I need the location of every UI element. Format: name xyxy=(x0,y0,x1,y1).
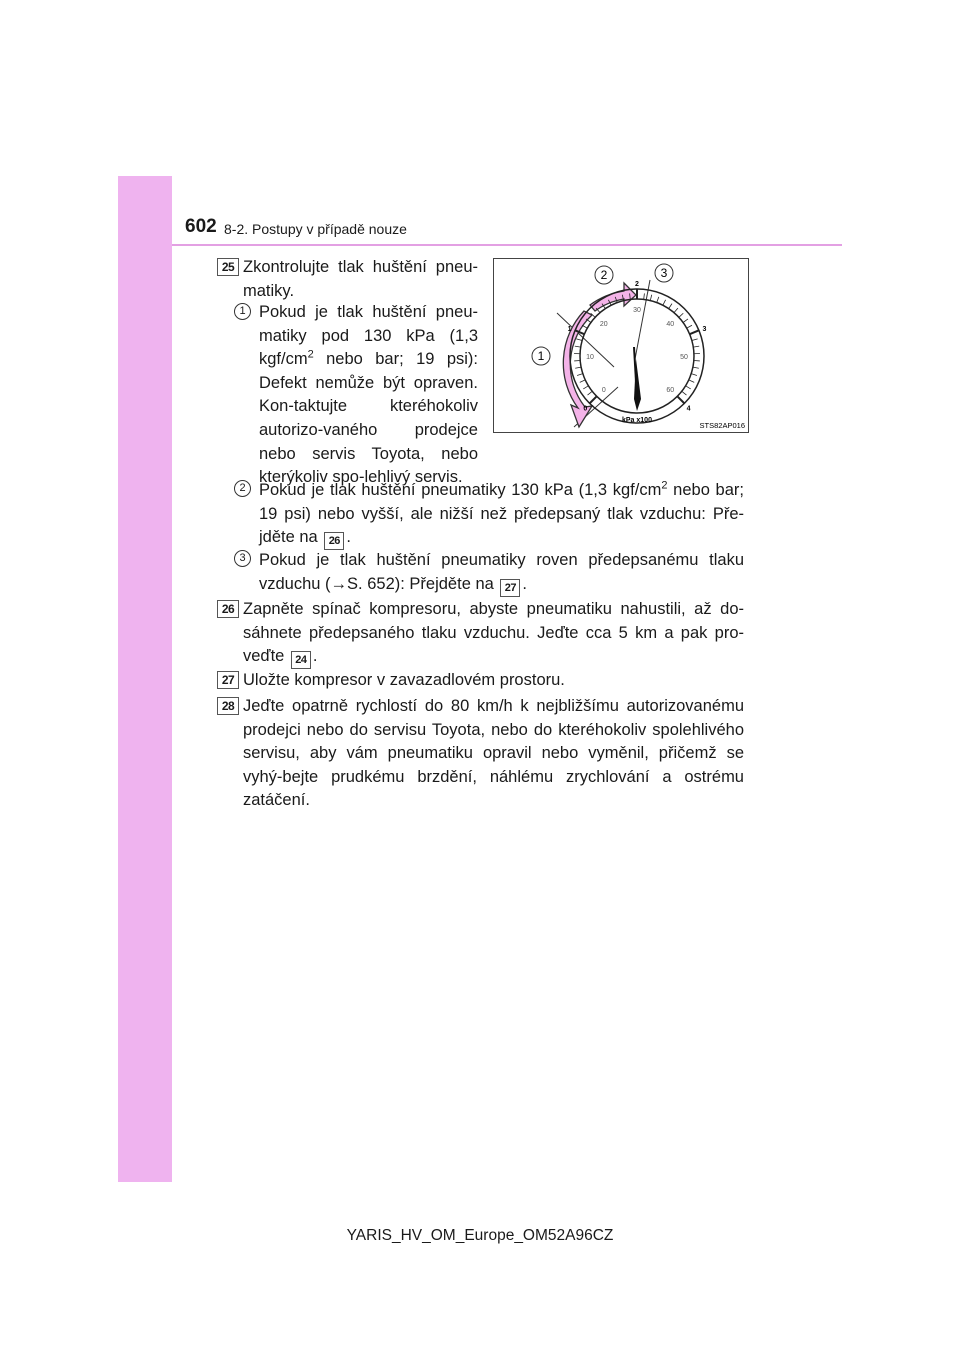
gauge-tick xyxy=(582,325,587,328)
inner-scale-label: 30 xyxy=(633,307,641,314)
outer-scale-label: 1 xyxy=(567,326,572,334)
gauge-tick xyxy=(644,293,645,299)
footer-doc-id: YARIS_HV_OM_Europe_OM52A96CZ xyxy=(346,1227,614,1244)
step-badge-25: 25 xyxy=(217,258,239,276)
step-28-text: Jeďte opatrně rychlostí do 80 km/h k nejbližšímu autorizovanému prodejci nebo do servisu Toyota, nebo do kteréhokoliv spolehlivého servisu, aby vám pneumatiku opravil nebo vyměnil, přičemž se vyhý-bejte prudkému brzdění, náhlému zrychlování a ostrému zatáčení. xyxy=(243,697,744,810)
step-badge-28: 28 xyxy=(217,697,239,715)
gauge-tick xyxy=(583,386,588,389)
page-number: 602 xyxy=(185,216,217,237)
inner-scale-label: 20 xyxy=(599,320,608,328)
inner-scale-label: 40 xyxy=(666,320,675,328)
inner-scale-label: 0 xyxy=(601,387,606,395)
arrow-ok-range xyxy=(590,283,636,311)
gauge-tick xyxy=(577,374,583,376)
step-ref-24[interactable]: 24 xyxy=(291,651,311,669)
gauge-unit-label: kPa x100 xyxy=(622,417,652,424)
gauge-tick xyxy=(657,297,659,303)
inner-scale-label: 60 xyxy=(666,387,675,395)
gauge-tick xyxy=(689,380,694,383)
gauge-tick xyxy=(590,396,597,403)
gauge-tick xyxy=(690,330,699,334)
outer-scale-label: 2 xyxy=(635,281,639,288)
gauge-tick xyxy=(674,308,678,313)
inner-scale-label: 50 xyxy=(680,354,688,361)
gauge-tick xyxy=(682,391,687,395)
step-25-text: Zkontrolujte tlak huštění pneu-matiky. xyxy=(243,258,478,300)
gauge-tick xyxy=(663,300,666,305)
step-27-text: Uložte kompresor v zavazadlovém prostoru. xyxy=(243,671,565,689)
header-divider xyxy=(172,244,842,246)
outer-scale-label: 4 xyxy=(686,405,691,413)
callout-1: 1 xyxy=(537,349,545,363)
gauge-tick xyxy=(576,339,582,341)
item-2-number: 2 xyxy=(234,480,251,497)
callout-3: 3 xyxy=(660,266,668,280)
outer-scale-label: 3 xyxy=(702,326,707,334)
gauge-tick xyxy=(677,396,684,403)
gauge-tick xyxy=(669,304,672,309)
pressure-gauge-illustration xyxy=(494,259,748,432)
gauge-tick xyxy=(575,346,581,347)
gauge-tick xyxy=(693,346,699,347)
item-3-text: Pokud je tlak huštění pneumatiky roven předepsanému tlaku vzduchu (→S. 652): Přejděte na 27 . xyxy=(259,549,744,597)
gauge-tick xyxy=(691,374,697,376)
item-1-text: Pokud je tlak huštění pneu-matiky pod 130 kPa (1,3 kgf/$cm^2$ nebo bar; 19 psi): Defekt nemůže být opraven. Kon-taktujte kteréhokoliv autorizo-vaného prodejce nebo servis Toyota, nebo kterýkoliv spo-lehlivý servis. xyxy=(259,303,478,487)
gauge-tick xyxy=(687,325,692,328)
outer-scale-label: 0 xyxy=(583,405,588,413)
step-badge-27: 27 xyxy=(217,671,239,689)
gauge-tick xyxy=(580,380,585,383)
arrow-symbol: → xyxy=(330,574,348,593)
section-title: 8-2. Postupy v případě nouze xyxy=(224,221,407,237)
gauge-tick xyxy=(692,339,698,341)
item-3-number: 3 xyxy=(234,550,251,567)
inner-scale-label: 10 xyxy=(586,354,594,361)
figure-code: STS82AP016 xyxy=(699,421,745,430)
gauge-tick xyxy=(575,367,581,368)
gauge-tick xyxy=(679,313,683,317)
item-1-number: 1 xyxy=(234,303,251,320)
step-badge-26: 26 xyxy=(217,600,239,618)
step-ref-27[interactable]: 27 xyxy=(500,579,520,597)
gauge-tick xyxy=(683,319,688,323)
gauge-tick xyxy=(650,295,651,301)
step-ref-26[interactable]: 26 xyxy=(324,532,344,550)
pressure-gauge-figure xyxy=(493,258,749,433)
gauge-tick xyxy=(693,367,699,368)
side-color-band xyxy=(118,176,172,1182)
gauge-tick xyxy=(588,391,593,395)
step-26-text: Zapněte spínač kompresoru, abyste pneumatiku nahustili, až do-sáhnete předepsaného tlaku vzduchu. Jeďte cca 5 km a pak pro-veďte 24 . xyxy=(243,598,744,669)
callout-2: 2 xyxy=(600,268,608,282)
item-2-text: Pokud je tlak huštění pneumatiky 130 kPa (1,3 kgf/$cm^2$ nebo bar; 19 psi) nebo vyšší, ale nižší než předepsaný tlak vzduchu: Pře-jděte na 26 . xyxy=(259,479,744,550)
gauge-tick xyxy=(686,386,691,389)
